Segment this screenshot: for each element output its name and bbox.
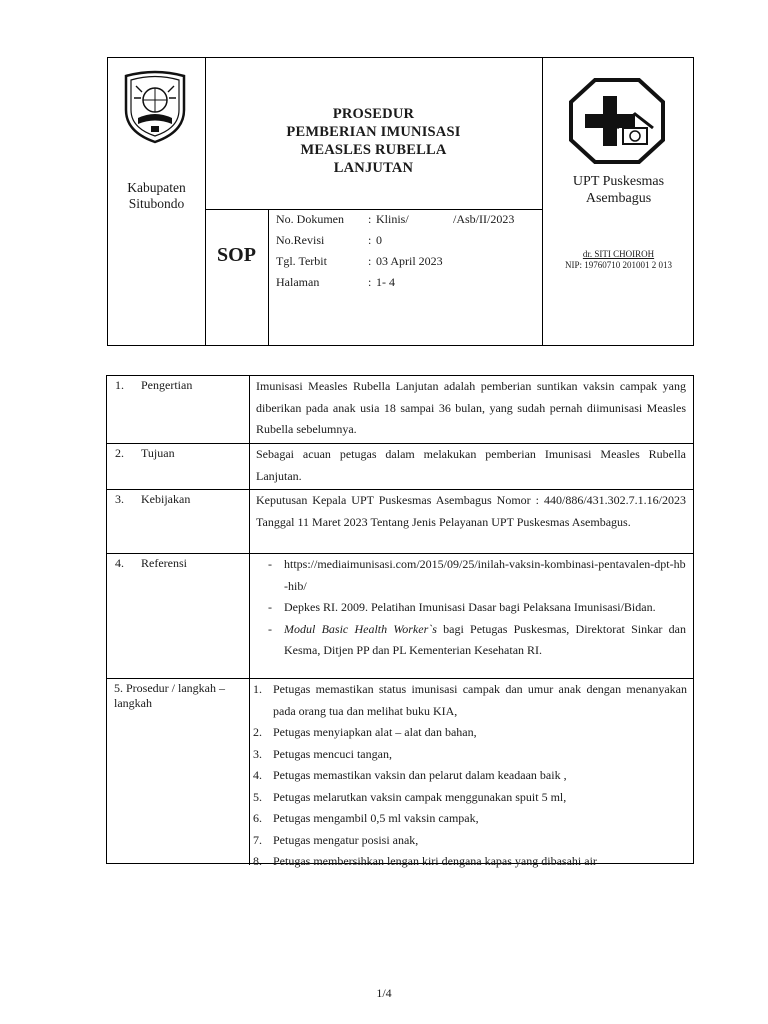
section-text: Imunisasi Measles Rubella Lanjutan adalah pemberian suntikan vaksin campak yang diberikan pada anak usia 18 sampai 36 bulan, yang sudah pernah diimunisasi Measles Rubella sebelumnya. [256, 379, 686, 436]
page-number: 1/4 [376, 986, 392, 1000]
document-title: PROSEDUR PEMBERIAN IMUNISASI MEASLES RUBELLA LANJUTAN [286, 106, 461, 176]
procedure-step: 5. Petugas melarutkan vaksin campak menggunakan spuit 5 ml, [253, 789, 567, 804]
procedure-step: 8. Petugas membersihkan lengan kiri dengana kapas yang dibasahi air [253, 854, 597, 868]
procedure-step: 1. Petugas memastikan status imunisasi campak dan umur anak dengan menanyakan pada orang tua dan melihat buku KIA, [253, 682, 687, 718]
section-text: Sebagai acuan petugas dalam melakukan pemberian Imunisasi Measles Rubella Lanjutan. [256, 447, 686, 483]
procedure-step: 6. Petugas mengambil 0,5 ml vaksin campak, [253, 811, 479, 825]
meta-row-issue-date: Tgl. Terbit : 03 April 2023 [276, 254, 443, 268]
section-pengertian: 1. Pengertian Imunisasi Measles Rubella Lanjutan adalah pemberian suntikan vaksin campak yang diberikan pada anak usia 18 sampai 36 bulan, yang sudah pernah diimunisasi Measles Rubella sebelumnya. [107, 376, 693, 444]
sop-label: SOP [217, 244, 256, 266]
procedure-step: 4. Petugas memastikan vaksin dan pelarut dalam keadaan baik , [253, 768, 567, 782]
sop-content-table [106, 375, 694, 868]
section-referensi: 4. Referensi - https://mediaimunisasi.com/2015/09/25/inilah-vaksin-kombinasi-pentavalen-dpt-hb-hib/ - Depkes RI. 2009. Pelatihan Imunisasi Dasar bagi Pelaksana Imunisasi/Bidan. - Modul Basic Health Worker`s bagi Petugas Puskesmas, Direktorat Sinkar dan Kesma, Ditjen PP dan PL Kementerian Kesehatan RI. [107, 554, 693, 679]
section-prosedur: 5. Prosedur / langkah – langkah 1. Petugas memastikan status imunisasi campak dan umur anak dengan menanyakan pada orang tua dan melihat buku KIA, 2. Petugas menyiapkan alat – alat dan bahan, 3. Petugas mencuci tangan, 4. Petugas memastikan vaksin dan pelarut dalam keadaan baik , 5. Petugas melarutkan vaksin campak menggunakan spuit 5 ml, 6. Petugas mengambil 0,5 ml vaksin campak, 7. Petugas mengatur posisi anak, 8. Petugas membersihkan lengan kiri dengana kapas yang dibasahi air [107, 679, 693, 865]
signature-block [542, 249, 695, 271]
reference-item: - https://mediaimunisasi.com/2015/09/25/inilah-vaksin-kombinasi-pentavalen-dpt-hb-hib/ [268, 557, 686, 593]
situbondo-regency-emblem-icon [122, 70, 188, 144]
meta-row-page: Halaman : 1- 4 [276, 275, 395, 289]
sop-header [107, 57, 694, 346]
procedure-step: 7. Petugas mengatur posisi anak, [253, 832, 419, 847]
signer-nip: NIP: 19760710 201001 2 013 [564, 260, 672, 270]
regency-label: Kabupaten Situbondo [127, 180, 186, 211]
procedure-step: 3. Petugas mencuci tangan, [253, 746, 392, 761]
reference-link[interactable]: https://mediaimunisasi.com/2015/09/25/inilah-vaksin-kombinasi-pentavalen-dpt-hb-hib/ [284, 557, 686, 593]
section-kebijakan: 3. Kebijakan Keputusan Kepala UPT Puskesmas Asembagus Nomor : 440/886/431.302.7.1.16/2023 Tanggal 11 Maret 2023 Tentang Jenis Pelayanan UPT Puskesmas Asembagus. [107, 490, 693, 554]
section-text: Keputusan Kepala UPT Puskesmas Asembagus Nomor : 440/886/431.302.7.1.16/2023 Tanggal 11 Maret 2023 Tentang Jenis Pelayanan UPT Puskesmas Asembagus. [256, 493, 686, 529]
divider [205, 58, 206, 345]
reference-item: - Depkes RI. 2009. Pelatihan Imunisasi Dasar bagi Pelaksana Imunisasi/Bidan. [268, 600, 656, 614]
signer-name: dr. SITI CHOIROH [582, 249, 655, 259]
procedure-step: 2. Petugas menyiapkan alat – alat dan bahan, [253, 725, 477, 739]
organization-name: UPT Puskesmas Asembagus [572, 174, 665, 206]
reference-item: - Modul Basic Health Worker`s bagi Petugas Puskesmas, Direktorat Sinkar dan Kesma, Ditjen PP dan PL Kementerian Kesehatan RI. [268, 621, 686, 657]
puskesmas-logo-icon [569, 78, 665, 164]
section-tujuan: 2. Tujuan Sebagai acuan petugas dalam melakukan pemberian Imunisasi Measles Rubella Lanjutan. [107, 444, 693, 490]
meta-row-revision: No.Revisi : 0 [276, 233, 382, 247]
meta-row-document-number: No. Dokumen : Klinis/ /Asb/II/2023 [276, 212, 515, 226]
